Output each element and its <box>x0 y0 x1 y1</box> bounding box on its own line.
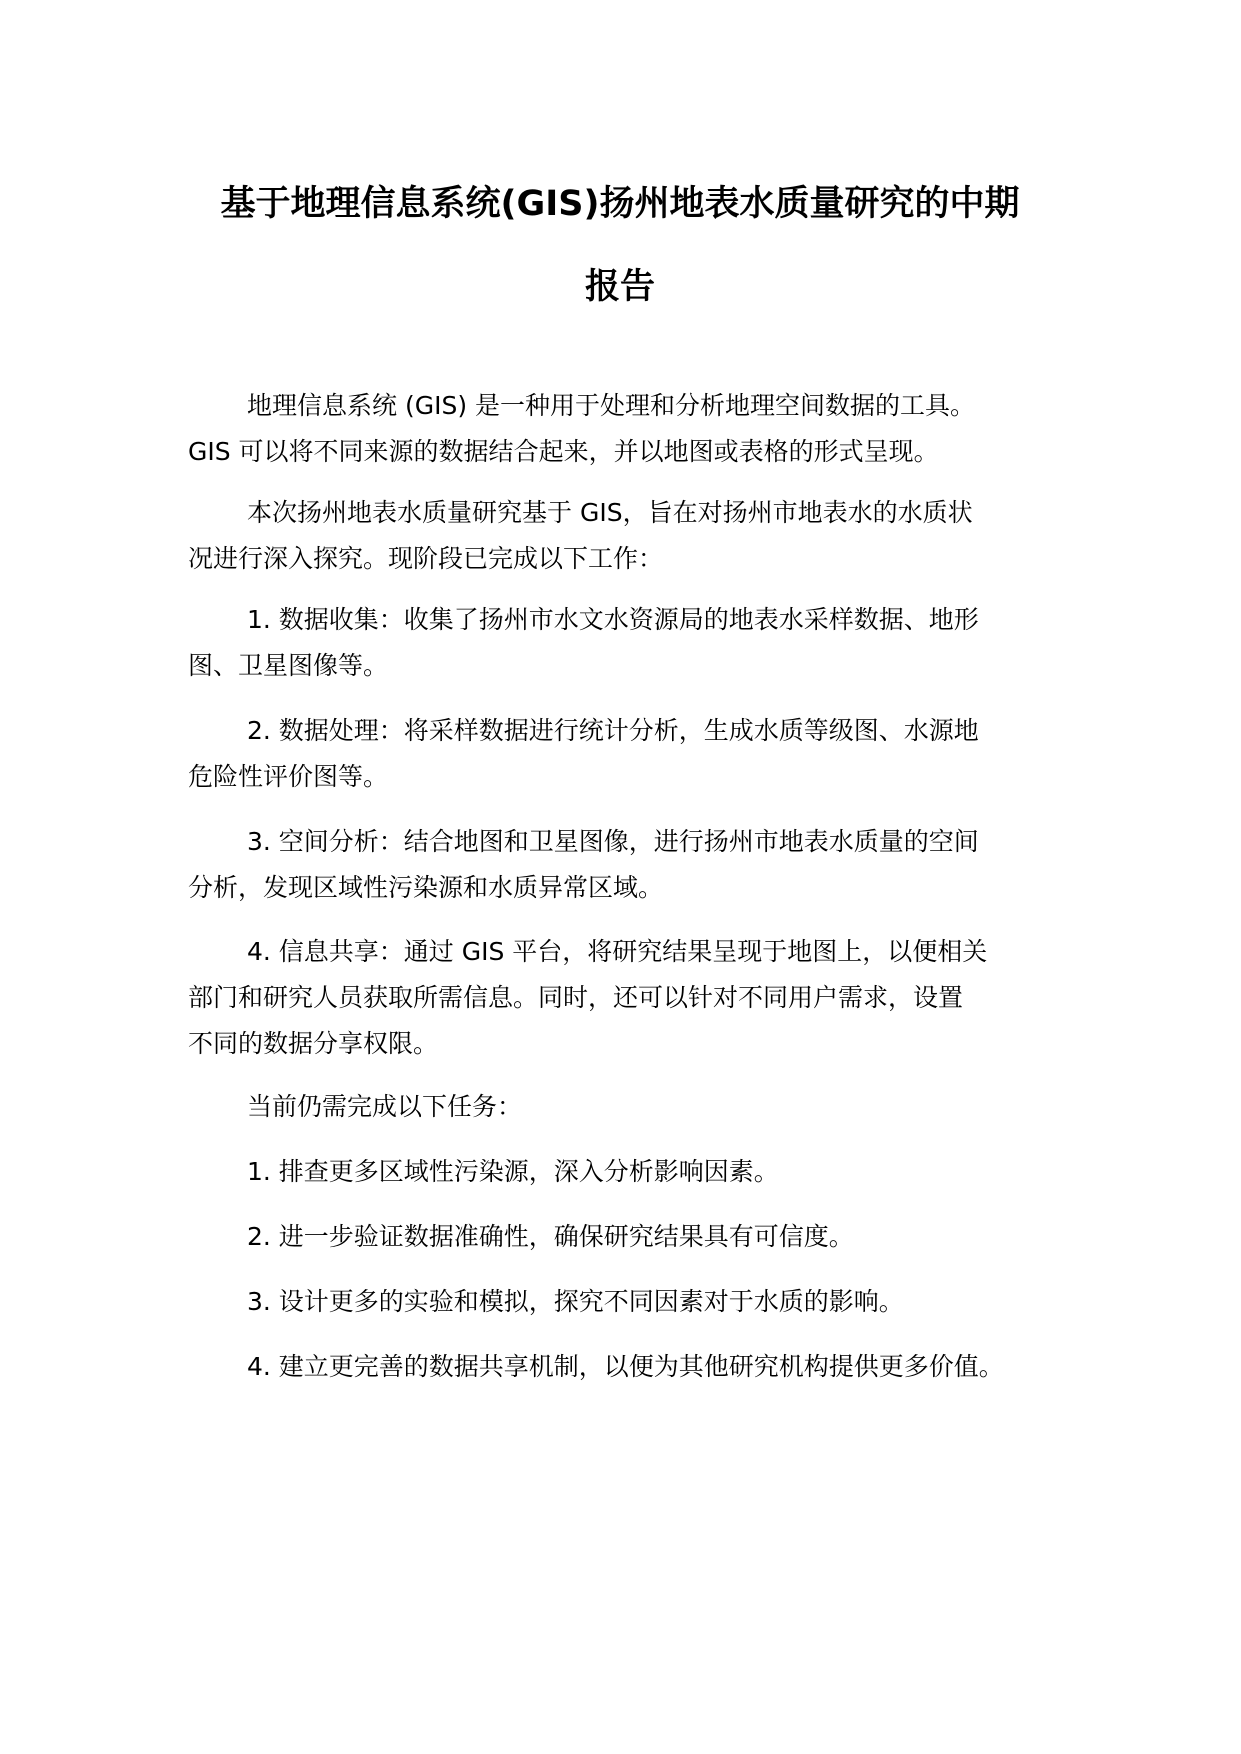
completed-item-2 <box>188 708 1088 800</box>
purpose-paragraph <box>188 490 1088 582</box>
completed-item-3-line-2: 分析，发现区域性污染源和水质异常区域。 <box>188 873 664 902</box>
purpose-line-2: 况进行深入探究。现阶段已完成以下工作： <box>188 544 664 573</box>
remaining-item-4-text: 4. 建立更完善的数据共享机制，以便为其他研究机构提供更多价值。 <box>247 1352 1004 1381</box>
intro-line-1: 地理信息系统 (GIS) 是一种用于处理和分析地理空间数据的工具。 <box>247 391 976 420</box>
completed-item-4-line-2: 部门和研究人员获取所需信息。同时，还可以针对不同用户需求，设置 <box>188 983 964 1012</box>
remaining-item-1 <box>188 1149 1088 1195</box>
completed-item-2-line-1: 2. 数据处理：将采样数据进行统计分析，生成水质等级图、水源地 <box>247 716 979 745</box>
remaining-item-1-text: 1. 排查更多区域性污染源，深入分析影响因素。 <box>247 1157 779 1186</box>
purpose-line-1: 本次扬州地表水质量研究基于 GIS，旨在对扬州市地表水的水质状 <box>247 498 973 527</box>
completed-item-1 <box>188 597 1088 689</box>
remaining-heading-text: 当前仍需完成以下任务： <box>247 1092 523 1121</box>
remaining-item-3-text: 3. 设计更多的实验和模拟，探究不同因素对于水质的影响。 <box>247 1287 904 1316</box>
remaining-heading <box>188 1084 1088 1130</box>
page-title-line-2: 报告 <box>584 267 655 307</box>
remaining-item-4 <box>188 1344 1088 1390</box>
remaining-item-3 <box>188 1279 1088 1325</box>
completed-item-1-line-1: 1. 数据收集：收集了扬州市水文水资源局的地表水采样数据、地形 <box>247 605 979 634</box>
completed-item-1-line-2: 图、卫星图像等。 <box>188 651 389 680</box>
completed-item-3-line-1: 3. 空间分析：结合地图和卫星图像，进行扬州市地表水质量的空间 <box>247 827 979 856</box>
completed-item-2-line-2: 危险性评价图等。 <box>188 762 389 791</box>
completed-item-4-line-3: 不同的数据分享权限。 <box>188 1029 439 1058</box>
intro-line-2: GIS 可以将不同来源的数据结合起来，并以地图或表格的形式呈现。 <box>188 437 939 466</box>
remaining-item-2-text: 2. 进一步验证数据准确性，确保研究结果具有可信度。 <box>247 1222 854 1251</box>
completed-item-3 <box>188 819 1088 911</box>
completed-item-4 <box>188 929 1088 1067</box>
completed-item-4-line-1: 4. 信息共享：通过 GIS 平台，将研究结果呈现于地图上，以便相关 <box>247 937 988 966</box>
intro-paragraph <box>188 383 1088 475</box>
page-title-line-1: 基于地理信息系统(GIS)扬州地表水质量研究的中期 <box>220 184 1020 224</box>
remaining-item-2 <box>188 1214 1088 1260</box>
